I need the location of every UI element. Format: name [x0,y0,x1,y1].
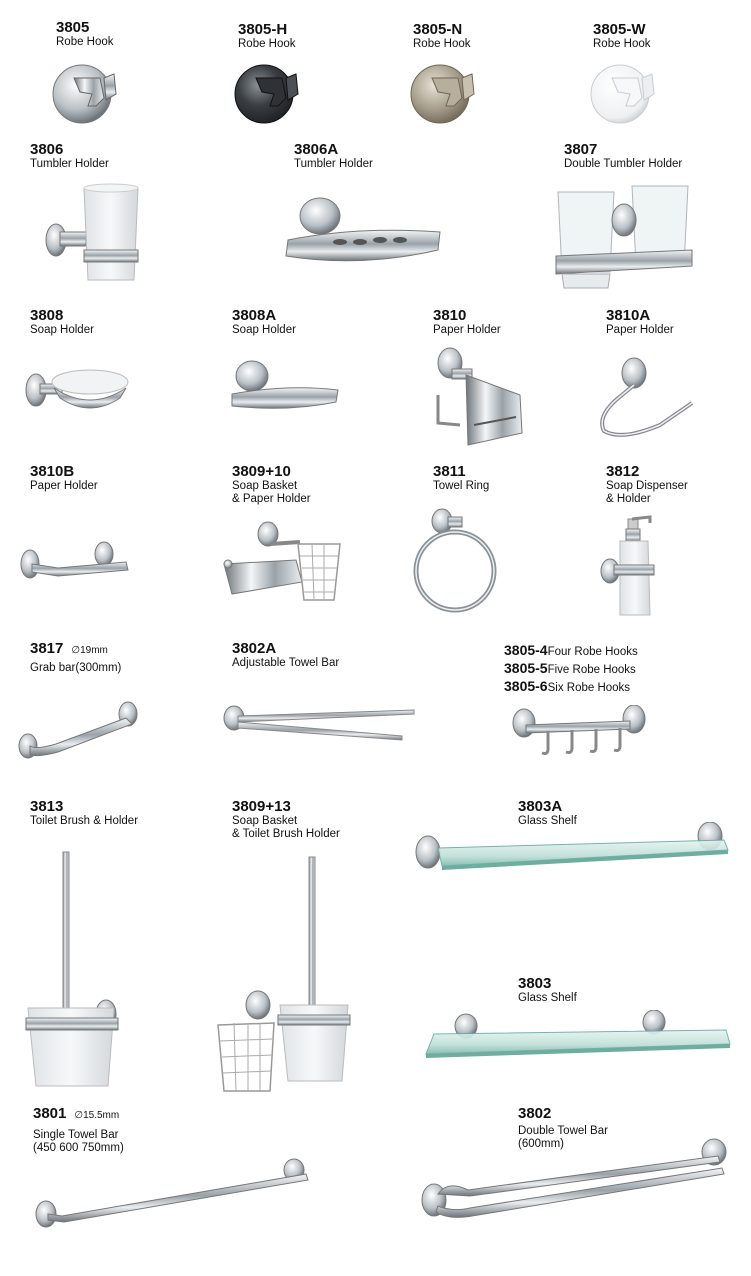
product-code: 3808 [30,307,64,324]
product-code: 3806A [294,141,339,158]
product-3812 [606,464,688,506]
product-code: 3805-H [238,21,288,38]
product-3805 [56,20,114,49]
adjustable-towel-bar-image [222,700,422,745]
robe-hook-chrome-image [44,58,134,128]
product-3805-n [413,22,471,51]
product-name: Glass Shelf [518,992,577,1004]
product-name: Double Tumbler Holder [564,158,683,170]
product-name-line2: & Holder [606,493,651,505]
paper-holder-open-image [592,355,702,445]
product-code: 3813 [30,798,64,815]
product-code: 3808A [232,307,277,324]
multi-hook-row: 3805-4Four Robe Hooks [504,642,638,658]
product-3805-h [238,22,296,51]
product-name-line2: (450 600 750mm) [33,1142,124,1154]
product-code: 3810B [30,463,75,480]
product-3806a [294,142,373,171]
product-name: Paper Holder [606,324,674,336]
product-3805-multi [504,642,638,696]
product-3813 [30,799,138,828]
product-code: 3803 [518,975,552,992]
product-code: 3810A [606,307,651,324]
product-name: Tumbler Holder [30,158,109,170]
product-3805-w [593,22,651,51]
single-towel-bar-image [34,1158,314,1230]
product-name: Robe Hook [238,38,296,50]
glass-shelf-3803a-image [414,822,734,877]
product-name-line1: Soap Dispenser [606,480,688,492]
product-code: 3803A [518,798,563,815]
towel-ring-image [410,505,505,620]
product-code: 3817 ∅19mm [30,640,108,657]
product-code: 3811 [433,463,466,480]
product-name: Glass Shelf [518,815,577,827]
product-name: Soap Holder [30,324,94,336]
product-name: Paper Holder [30,480,98,492]
product-name: Grab bar(300mm) [30,662,122,674]
paper-holder-bar-image [18,538,133,583]
product-name: Paper Holder [433,324,501,336]
product-3806 [30,142,109,171]
product-name: Robe Hook [413,38,471,50]
product-name: Towel Ring [433,480,490,492]
product-3809-13 [232,799,340,841]
robe-hook-white-image [582,58,672,128]
diameter-label: ∅15.5mm [74,1110,120,1121]
product-name: Toilet Brush & Holder [30,815,139,827]
product-3809-10 [232,464,311,506]
paper-holder-cover-image [430,345,530,455]
tumbler-holder-image [40,180,150,290]
product-code: 3807 [564,141,598,158]
product-code: 3809+13 [232,798,291,815]
toilet-brush-holder-image [24,850,134,1095]
product-3803 [518,976,577,1005]
product-name: Adjustable Towel Bar [232,657,340,669]
product-3802a [232,641,339,670]
tumbler-holder-tray-image [280,190,450,270]
soap-basket-toilet-brush-image [214,855,354,1095]
glass-shelf-3803-image [420,1010,735,1065]
product-code: 3801 ∅15.5mm [33,1105,120,1122]
product-code: 3805-W [593,21,646,38]
robe-hook-nickel-image [402,58,492,128]
product-name-line2: (600mm) [518,1138,565,1150]
double-towel-bar-image [418,1138,733,1230]
product-name-line2: & Toilet Brush Holder [232,828,340,840]
product-3810b [30,464,98,493]
soap-dispenser-image [598,515,668,620]
multi-hook-row: 3805-5Five Robe Hooks [504,660,636,676]
product-3808 [30,308,94,337]
product-name-line1: Single Towel Bar [33,1129,119,1141]
product-name-line1: Soap Basket [232,815,298,827]
product-3810 [433,308,501,337]
diameter-label: ∅19mm [71,645,108,656]
multi-robe-hooks-image [510,705,650,765]
soap-holder-dish-image [24,362,134,427]
product-name: Robe Hook [56,36,114,48]
product-code: 3802 [518,1105,552,1122]
product-code: 3809+10 [232,463,291,480]
product-code: 3806 [30,141,64,158]
product-code: 3805 [56,19,90,36]
product-code: 3812 [606,463,640,480]
product-code: 3805-N [413,21,463,38]
product-3807 [564,142,682,171]
product-3810a [606,308,674,337]
product-name-line2: & Paper Holder [232,493,311,505]
product-name: Tumbler Holder [294,158,373,170]
product-3817 [30,641,121,675]
double-tumbler-holder-image [552,180,697,295]
product-name: Soap Holder [232,324,296,336]
soap-basket-paper-holder-image [220,520,345,605]
product-name-line1: Soap Basket [232,480,298,492]
robe-hook-black-image [226,58,316,128]
product-name-line1: Double Towel Bar [518,1125,608,1137]
product-3811 [433,464,489,493]
grab-bar-image [16,700,146,765]
multi-hook-row: 3805-6Six Robe Hooks [504,678,631,694]
product-3801 [33,1106,124,1155]
product-3808a [232,308,296,337]
product-name: Robe Hook [593,38,651,50]
soap-holder-tray-image [228,356,343,416]
product-code: 3810 [433,307,467,324]
product-code: 3802A [232,640,277,657]
